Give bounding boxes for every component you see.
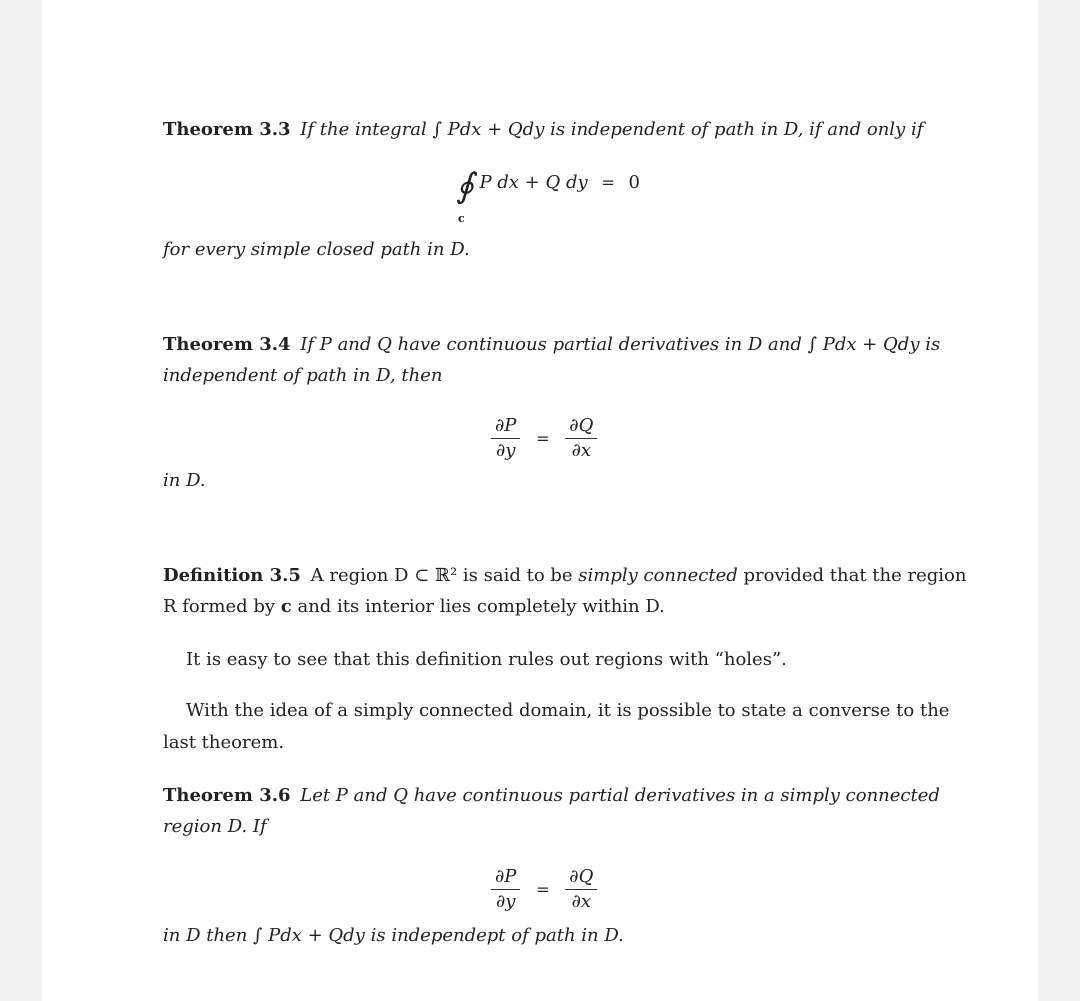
simply-connected-term: simply connected [578,565,738,586]
definition-3-5-heading: Definition 3.5 [163,565,301,586]
theorem-3-4-statement [163,329,941,360]
theorem-3-3-statement [163,114,923,145]
theorem-3-3-text: If the integral ∫ Pdx + Qdy is independent of path in D, if and only if [300,119,924,140]
partial-derivative-equation-2 [491,865,597,914]
theorem-3-6-text-line2: region D. If [163,816,267,837]
fraction-denominator: ∂x [571,891,592,912]
fraction-dp-dy [491,414,520,463]
integrand: P dx + Q dy [479,172,588,193]
theorem-3-3-heading: Theorem 3.3 [163,119,291,140]
theorem-3-6-heading: Theorem 3.6 [163,785,291,806]
paragraph-holes: It is easy to see that this definition rules out regions with “holes”. [186,649,787,670]
fraction-numerator: ∂Q [565,865,597,890]
zero-value: 0 [628,172,640,193]
equals-sign: = [536,429,550,448]
equals-sign: = [536,880,550,899]
theorem-3-6-statement [163,780,940,811]
partial-derivative-equation-1 [491,414,597,463]
fraction-denominator: ∂x [571,440,592,461]
theorem-3-4-text-line2: independent of path in D, then [163,365,443,386]
definition-3-5-line2 [163,591,923,622]
definition-3-5-statement [163,560,967,591]
fraction-numerator: ∂P [491,865,520,890]
paper-page [42,0,1038,1001]
equals-sign: = [601,173,615,192]
definition-3-5-text-c: provided that the region [737,565,967,586]
theorem-3-3-conclusion: for every simple closed path in D. [163,239,470,260]
theorem-3-4-conclusion: in D. [163,470,206,491]
theorem-3-6-text: Let P and Q have continuous partial derivatives in a simply connected [300,785,940,806]
closed-line-integral-equation [456,166,640,225]
fraction-denominator: ∂y [495,440,516,461]
fraction-numerator: ∂Q [565,414,597,439]
contour-integral-symbol: ∮ c [456,166,474,225]
theorem-3-4-text: If P and Q have continuous partial derivatives in D and ∫ Pdx + Qdy is [300,334,941,355]
path-c-bold: c [280,596,292,617]
theorem-3-4-heading: Theorem 3.4 [163,334,291,355]
theorem-3-6-conclusion: in D then ∫ Pdx + Qdy is independept of path in D. [163,925,624,946]
paragraph-converse-line1: With the idea of a simply connected domain, it is possible to state a converse to the [186,700,950,721]
definition-3-5-line2-a: R formed by [163,596,281,617]
definition-3-5-line2-c: and its interior lies completely within D. [291,596,665,617]
fraction-denominator: ∂y [495,891,516,912]
definition-3-5-text-a: A region D ⊂ ℝ² is said to be [310,565,579,586]
fraction-dp-dy [491,865,520,914]
fraction-numerator: ∂P [491,414,520,439]
paragraph-converse-line2: last theorem. [163,732,285,753]
fraction-dq-dx [565,865,597,914]
contour-subscript: c [458,212,465,225]
fraction-dq-dx [565,414,597,463]
